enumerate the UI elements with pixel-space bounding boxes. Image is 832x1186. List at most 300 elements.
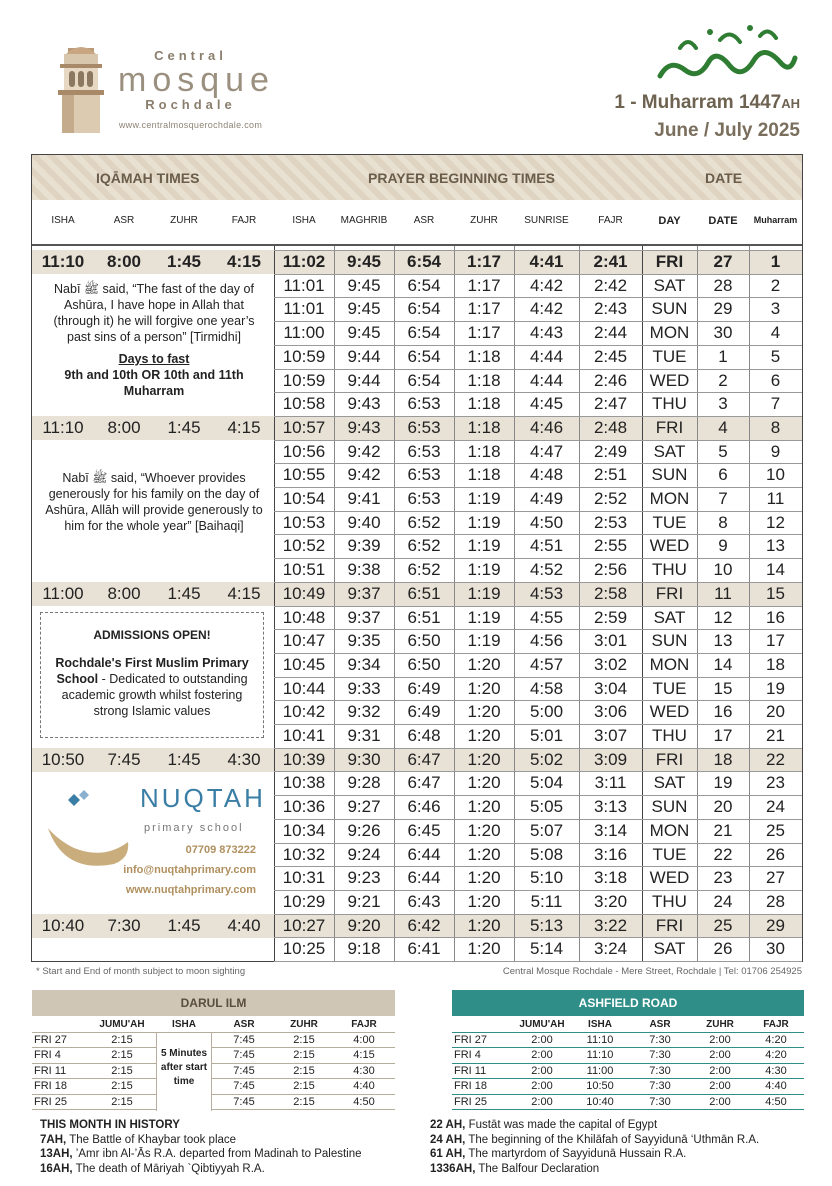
cell-date: 22 [713, 844, 733, 864]
cell-begin-asr: 6:54 [407, 299, 441, 319]
cell-begin-asr: 6:54 [407, 275, 441, 295]
cell-day: WED [649, 536, 690, 556]
cell-date: 11 [714, 583, 732, 603]
cell-iqamah-isha: 11:10 [41, 252, 85, 271]
cell-begin-isha: 10:54 [282, 489, 326, 508]
table-cell: 7:45 [233, 1049, 255, 1061]
cell-begin-sunrise: 5:01 [529, 726, 564, 745]
cell-day: SAT [653, 607, 686, 627]
cell-begin-maghrib: 9:23 [347, 868, 381, 888]
table-cell: 7:45 [233, 1080, 255, 1092]
cell-begin-zuhr: 1:19 [467, 489, 501, 508]
cell-begin-isha: 11:02 [282, 252, 326, 271]
row-label: FRI 27 [454, 1033, 488, 1046]
row-divider [274, 748, 802, 749]
cell-begin-isha: 10:59 [282, 346, 326, 366]
cell-begin-isha: 10:44 [282, 678, 326, 698]
row-divider [274, 392, 802, 393]
timetable-row [32, 558, 802, 582]
table-cell: 4:50 [765, 1095, 787, 1108]
cell-begin-fajr: 2:41 [593, 252, 628, 271]
admissions-school: Rochdale's First Muslim Primary School [55, 656, 249, 686]
cell-begin-isha: 10:59 [282, 370, 326, 390]
table-cell: 4:00 [353, 1033, 375, 1046]
cell-date: 9 [718, 536, 728, 556]
row-divider [274, 843, 802, 844]
cell-begin-isha: 10:42 [282, 702, 326, 722]
hijri-month-text: 1 - Muharram 1447 [614, 92, 782, 113]
cell-day: WED [649, 702, 690, 722]
table-cell: 7:45 [233, 1064, 255, 1077]
cell-begin-fajr: 3:18 [593, 868, 628, 888]
table-cell: 10:50 [586, 1080, 614, 1092]
cell-begin-fajr: 2:45 [593, 346, 628, 366]
prayer-section-title: PRAYER BEGINNING TIMES [368, 170, 555, 186]
cell-iqamah-isha: 10:40 [41, 915, 85, 935]
cell-muharram: 22 [766, 749, 785, 769]
column-divider [642, 245, 643, 961]
timetable-row [32, 914, 802, 938]
nuqtah-email[interactable]: info@nuqtahprimary.com [123, 864, 256, 876]
cell-date: 27 [713, 252, 733, 271]
cell-begin-zuhr: 1:20 [467, 820, 501, 840]
ashfield-title: ASHFIELD ROAD [452, 990, 804, 1016]
column-divider [514, 245, 515, 961]
cell-begin-isha: 10:56 [282, 441, 326, 461]
cell-muharram: 19 [766, 678, 785, 698]
cell-date: 13 [713, 631, 733, 651]
cell-begin-fajr: 3:01 [593, 631, 628, 651]
row-label: FRI 4 [34, 1049, 61, 1061]
cell-begin-isha: 10:34 [282, 820, 326, 840]
table-cell: 2:00 [531, 1033, 553, 1046]
cell-begin-maghrib: 9:45 [347, 323, 381, 343]
cell-begin-fajr: 2:47 [593, 394, 628, 414]
timetable-row [32, 250, 802, 274]
brand-main: mosque [118, 61, 275, 99]
column-header-begin-sunrise: SUNRISE [524, 215, 569, 226]
table-cell: 4:30 [765, 1064, 787, 1077]
cell-muharram: 21 [766, 726, 785, 745]
cell-iqamah-zuhr: 1:45 [167, 749, 201, 769]
cell-begin-sunrise: 4:56 [529, 631, 564, 651]
cell-muharram: 27 [766, 868, 785, 888]
history-year: 7AH, [40, 1133, 67, 1146]
cell-begin-fajr: 2:52 [593, 489, 628, 508]
cell-iqamah-zuhr: 1:45 [167, 417, 201, 437]
column-divider [274, 245, 275, 961]
cell-date: 3 [718, 394, 728, 414]
row-label: FRI 25 [34, 1095, 68, 1108]
cell-day: WED [649, 868, 690, 888]
table-cell: 2:00 [709, 1033, 731, 1046]
cell-begin-maghrib: 9:32 [347, 702, 381, 722]
cell-begin-zuhr: 1:20 [467, 702, 501, 722]
cell-begin-asr: 6:49 [407, 702, 441, 722]
column-header-begin-fajr: FAJR [598, 215, 623, 226]
cell-begin-fajr: 2:58 [593, 583, 628, 603]
cell-begin-zuhr: 1:19 [467, 512, 501, 532]
cell-begin-sunrise: 4:50 [529, 512, 564, 532]
row-divider [274, 961, 802, 962]
cell-begin-sunrise: 5:07 [529, 820, 564, 840]
column-divider [579, 245, 580, 961]
row-divider [274, 345, 802, 346]
cell-begin-isha: 11:00 [283, 323, 325, 343]
cell-muharram: 26 [766, 844, 785, 864]
cell-begin-sunrise: 4:52 [529, 560, 564, 580]
cell-begin-isha: 10:58 [282, 394, 326, 414]
cell-begin-isha: 10:31 [282, 868, 326, 888]
cell-date: 26 [713, 939, 733, 959]
cell-iqamah-fajr: 4:30 [227, 749, 261, 769]
cell-begin-asr: 6:52 [407, 560, 441, 580]
cell-date: 7 [718, 489, 728, 508]
column-header-date: DATE [708, 215, 738, 227]
cell-begin-zuhr: 1:20 [467, 915, 501, 935]
cell-begin-isha: 11:01 [283, 275, 325, 295]
cell-day: THU [652, 726, 687, 745]
cell-muharram: 13 [766, 536, 785, 556]
cell-iqamah-zuhr: 1:45 [167, 583, 201, 603]
column-header-begin-isha: ISHA [292, 215, 316, 226]
table-cell: 7:30 [649, 1095, 671, 1108]
table-cell: 2:15 [111, 1049, 133, 1061]
cell-begin-asr: 6:53 [407, 465, 441, 485]
table-header-isha: ISHA [172, 1019, 196, 1030]
cell-date: 6 [718, 465, 728, 485]
cell-day: SAT [653, 773, 686, 793]
cell-date: 4 [718, 417, 728, 437]
row-divider [274, 937, 802, 938]
column-header-iqamah-fajr: FAJR [231, 215, 257, 226]
table-header-fajr: FAJR [351, 1019, 377, 1030]
table-cell: 4:20 [765, 1049, 787, 1061]
nuqtah-website[interactable]: www.nuqtahprimary.com [125, 884, 256, 896]
history-text: The martyrdom of Sayyidunā Hussain R.A. [465, 1148, 687, 1160]
cell-day: TUE [652, 346, 687, 366]
cell-date: 25 [713, 915, 733, 935]
column-divider [334, 245, 335, 961]
cell-muharram: 1 [770, 252, 781, 271]
table-row [452, 1033, 804, 1049]
table-header-asr: ASR [233, 1019, 255, 1030]
gregorian-month-title: June / July 2025 [654, 120, 800, 141]
column-header-iqamah-asr: ASR [113, 215, 135, 226]
table-row [452, 1095, 804, 1111]
cell-begin-fajr: 3:06 [593, 702, 628, 722]
cell-muharram: 12 [766, 512, 785, 532]
nuqtah-name: NUQTAH [140, 783, 266, 813]
cell-day: SAT [653, 441, 686, 461]
table-cell: 7:30 [649, 1080, 671, 1092]
row-divider [274, 487, 802, 488]
row-divider [274, 677, 802, 678]
row-divider [274, 724, 802, 725]
cell-begin-sunrise: 5:05 [529, 797, 564, 817]
history-item [40, 1133, 410, 1148]
cell-date: 14 [713, 654, 733, 674]
cell-begin-fajr: 3:11 [594, 773, 627, 793]
cell-day: THU [652, 560, 687, 580]
table-cell: 2:00 [709, 1080, 731, 1092]
cell-day: FRI [655, 749, 684, 769]
cell-begin-sunrise: 5:11 [530, 891, 563, 911]
cell-begin-maghrib: 9:39 [347, 536, 381, 556]
table-cell: 4:15 [353, 1049, 375, 1061]
row-divider [274, 914, 802, 915]
cell-date: 23 [713, 868, 733, 888]
cell-begin-zuhr: 1:20 [467, 797, 501, 817]
cell-begin-maghrib: 9:44 [347, 346, 381, 366]
row-divider [274, 274, 802, 275]
cell-begin-sunrise: 4:47 [529, 441, 564, 461]
cell-day: SUN [651, 797, 688, 817]
cell-begin-sunrise: 5:13 [529, 915, 564, 935]
cell-begin-isha: 10:55 [282, 465, 326, 485]
cell-begin-zuhr: 1:20 [467, 654, 501, 674]
column-divider [697, 245, 698, 961]
cell-begin-zuhr: 1:19 [467, 536, 501, 556]
cell-begin-isha: 10:48 [282, 607, 326, 627]
cell-begin-maghrib: 9:43 [347, 394, 381, 414]
table-cell: 11:10 [586, 1049, 614, 1061]
table-cell: 2:15 [111, 1080, 133, 1092]
row-label: FRI 11 [34, 1064, 67, 1077]
cell-begin-maghrib: 9:35 [347, 631, 381, 651]
cell-begin-fajr: 3:13 [593, 797, 628, 817]
cell-begin-maghrib: 9:34 [347, 654, 381, 674]
cell-iqamah-isha: 11:00 [42, 583, 84, 603]
cell-muharram: 2 [770, 275, 781, 295]
cell-begin-maghrib: 9:21 [347, 891, 381, 911]
mosque-address: Central Mosque Rochdale - Mere Street, Rochdale | Tel: 01706 254925 [502, 966, 802, 977]
history-text: The beginning of the Khilāfah of Sayyidunā ‘Uthmān R.A. [465, 1133, 760, 1146]
iqamah-section-title: IQĀMAH TIMES [96, 170, 200, 186]
cell-begin-fajr: 2:51 [593, 465, 628, 485]
cell-begin-fajr: 3:09 [593, 749, 628, 769]
cell-begin-asr: 6:54 [407, 323, 441, 343]
row-divider [274, 771, 802, 772]
cell-day: SAT [653, 275, 686, 295]
cell-begin-fajr: 2:44 [593, 323, 628, 343]
table-header-zuhr: ZUHR [290, 1019, 318, 1030]
cell-begin-zuhr: 1:20 [467, 678, 501, 698]
cell-begin-maghrib: 9:26 [347, 820, 381, 840]
cell-begin-zuhr: 1:20 [467, 868, 501, 888]
column-divider [454, 245, 455, 961]
cell-muharram: 23 [766, 773, 785, 793]
column-header-iqamah-zuhr: ZUHR [170, 215, 198, 226]
cell-begin-zuhr: 1:17 [467, 275, 501, 295]
cell-begin-sunrise: 4:44 [529, 370, 564, 390]
table-cell: 7:30 [649, 1033, 671, 1046]
cell-begin-sunrise: 4:55 [529, 607, 564, 627]
ashfield-table [452, 1017, 804, 1110]
history-year: 16AH, [40, 1162, 73, 1175]
cell-date: 15 [713, 678, 733, 698]
cell-date: 29 [713, 299, 733, 319]
cell-begin-sunrise: 5:10 [529, 868, 564, 888]
cell-begin-fajr: 3:14 [593, 820, 628, 840]
cell-begin-maghrib: 9:44 [347, 370, 381, 390]
row-divider [274, 440, 802, 441]
cell-begin-sunrise: 4:45 [529, 394, 564, 414]
cell-iqamah-zuhr: 1:45 [167, 915, 201, 935]
table-header-row [32, 1017, 395, 1033]
table-header-jumuah: JUMU'AH [99, 1019, 145, 1030]
table-cell: 2:15 [111, 1064, 133, 1077]
cell-begin-asr: 6:53 [407, 489, 441, 508]
row-divider [274, 653, 802, 654]
nuqtah-logo-icon [44, 788, 134, 874]
date-section-title: DATE [705, 170, 743, 186]
cell-iqamah-fajr: 4:40 [227, 915, 261, 935]
cell-begin-fajr: 2:46 [593, 370, 628, 390]
column-header-muharram: Muharram [753, 215, 798, 225]
cell-begin-asr: 6:53 [407, 441, 441, 461]
cell-begin-isha: 10:32 [282, 844, 326, 864]
cell-muharram: 18 [766, 654, 785, 674]
cell-begin-asr: 6:44 [407, 868, 441, 888]
cell-begin-asr: 6:50 [407, 631, 441, 651]
timetable-row [32, 748, 802, 772]
cell-begin-sunrise: 5:14 [529, 939, 564, 959]
table-cell: 4:20 [765, 1033, 787, 1046]
cell-day: SAT [653, 939, 686, 959]
cell-begin-fajr: 2:56 [593, 560, 628, 580]
cell-begin-isha: 10:57 [282, 417, 326, 437]
cell-begin-maghrib: 9:20 [347, 915, 381, 935]
table-row [452, 1079, 804, 1095]
cell-date: 20 [713, 797, 733, 817]
hijri-month-title [614, 92, 800, 114]
table-cell: 4:50 [353, 1095, 375, 1108]
cell-begin-asr: 6:47 [407, 749, 441, 769]
row-divider [274, 558, 802, 559]
cell-begin-sunrise: 5:08 [529, 844, 564, 864]
cell-begin-zuhr: 1:20 [467, 939, 501, 959]
cell-iqamah-zuhr: 1:45 [166, 252, 202, 271]
mosque-tower-logo [46, 40, 116, 135]
fast-days-text: 9th and 10th OR 10th and 11th Muharram [64, 368, 244, 398]
cell-begin-asr: 6:41 [407, 939, 441, 959]
cell-begin-maghrib: 9:45 [347, 299, 381, 319]
cell-begin-isha: 10:52 [282, 536, 326, 556]
cell-begin-maghrib: 9:27 [347, 797, 381, 817]
cell-begin-maghrib: 9:40 [347, 512, 381, 532]
table-cell: 2:15 [293, 1080, 315, 1092]
moon-sighting-note: * Start and End of month subject to moon sighting [36, 966, 246, 977]
table-row [32, 1048, 395, 1064]
cell-date: 16 [713, 702, 733, 722]
cell-begin-fajr: 2:59 [593, 607, 628, 627]
timetable-row [32, 416, 802, 440]
brand-top: Central [154, 48, 227, 63]
history-right [430, 1118, 810, 1176]
cell-begin-sunrise: 4:51 [529, 536, 564, 556]
muharram-calligraphy-icon [650, 18, 800, 88]
cell-begin-sunrise: 4:48 [529, 465, 564, 485]
table-cell: 2:15 [111, 1095, 133, 1108]
history-text: ’Amr ibn Al-’Ās R.A. departed from Madinah to Palestine [72, 1148, 362, 1160]
row-divider [274, 629, 802, 630]
cell-begin-maghrib: 9:24 [347, 844, 381, 864]
cell-begin-isha: 10:36 [282, 797, 326, 817]
cell-begin-asr: 6:52 [407, 536, 441, 556]
cell-date: 10 [713, 560, 733, 580]
row-divider [274, 297, 802, 298]
cell-begin-isha: 10:41 [282, 726, 326, 745]
cell-muharram: 8 [770, 417, 781, 437]
cell-begin-asr: 6:46 [407, 797, 441, 817]
cell-begin-fajr: 3:07 [593, 726, 628, 745]
cell-begin-fajr: 3:16 [593, 844, 628, 864]
cell-muharram: 4 [770, 323, 781, 343]
cell-muharram: 20 [766, 702, 785, 722]
cell-date: 24 [713, 891, 733, 911]
cell-begin-asr: 6:43 [407, 891, 441, 911]
cell-begin-zuhr: 1:20 [467, 726, 501, 745]
cell-date: 2 [718, 370, 728, 390]
cell-date: 17 [713, 726, 733, 745]
cell-begin-zuhr: 1:19 [467, 583, 501, 603]
history-item [40, 1147, 410, 1162]
cell-day: MON [649, 489, 690, 508]
row-divider [274, 890, 802, 891]
cell-day: FRI [655, 252, 684, 271]
history-text: The Balfour Declaration [475, 1162, 600, 1175]
cell-muharram: 7 [770, 394, 781, 414]
cell-begin-asr: 6:49 [407, 678, 441, 698]
table-row [452, 1048, 804, 1064]
cell-day: WED [649, 370, 690, 390]
cell-iqamah-fajr: 4:15 [227, 417, 261, 437]
table-cell: 2:15 [293, 1049, 315, 1061]
cell-begin-maghrib: 9:42 [347, 441, 381, 461]
cell-iqamah-asr: 8:00 [107, 583, 141, 603]
cell-begin-maghrib: 9:37 [347, 583, 381, 603]
cell-begin-zuhr: 1:20 [467, 891, 501, 911]
table-cell: 7:30 [649, 1064, 671, 1077]
cell-begin-maghrib: 9:28 [347, 773, 381, 793]
admissions-box [40, 612, 264, 738]
cell-begin-isha: 10:53 [282, 512, 326, 532]
isha-note: 5 Minutes after start time [156, 1033, 212, 1111]
history-item [40, 1162, 410, 1177]
cell-iqamah-asr: 8:00 [107, 417, 141, 437]
cell-begin-asr: 6:45 [407, 820, 441, 840]
brand-website: www.centralmosquerochdale.com [118, 120, 263, 130]
cell-begin-sunrise: 4:43 [529, 323, 564, 343]
cell-begin-maghrib: 9:31 [347, 726, 381, 745]
table-row [32, 1064, 395, 1080]
row-divider [274, 819, 802, 820]
cell-begin-isha: 10:51 [282, 560, 326, 580]
cell-begin-fajr: 3:22 [593, 915, 628, 935]
cell-muharram: 5 [770, 346, 781, 366]
history-year: 61 AH, [430, 1148, 466, 1160]
hadith-ashura-provide: Nabī ﷺ said, “Whoever provides generously for his family on the day of Ashūra, Allāh will provide generously to him for the whole year” [Baihaqi] [45, 471, 263, 533]
cell-muharram: 11 [766, 489, 785, 508]
cell-begin-isha: 10:49 [282, 583, 326, 603]
cell-day: TUE [652, 678, 687, 698]
cell-iqamah-fajr: 4:15 [226, 252, 262, 271]
cell-day: THU [652, 891, 687, 911]
cell-begin-fajr: 2:43 [593, 299, 628, 319]
cell-muharram: 25 [766, 820, 785, 840]
cell-muharram: 17 [766, 631, 785, 651]
